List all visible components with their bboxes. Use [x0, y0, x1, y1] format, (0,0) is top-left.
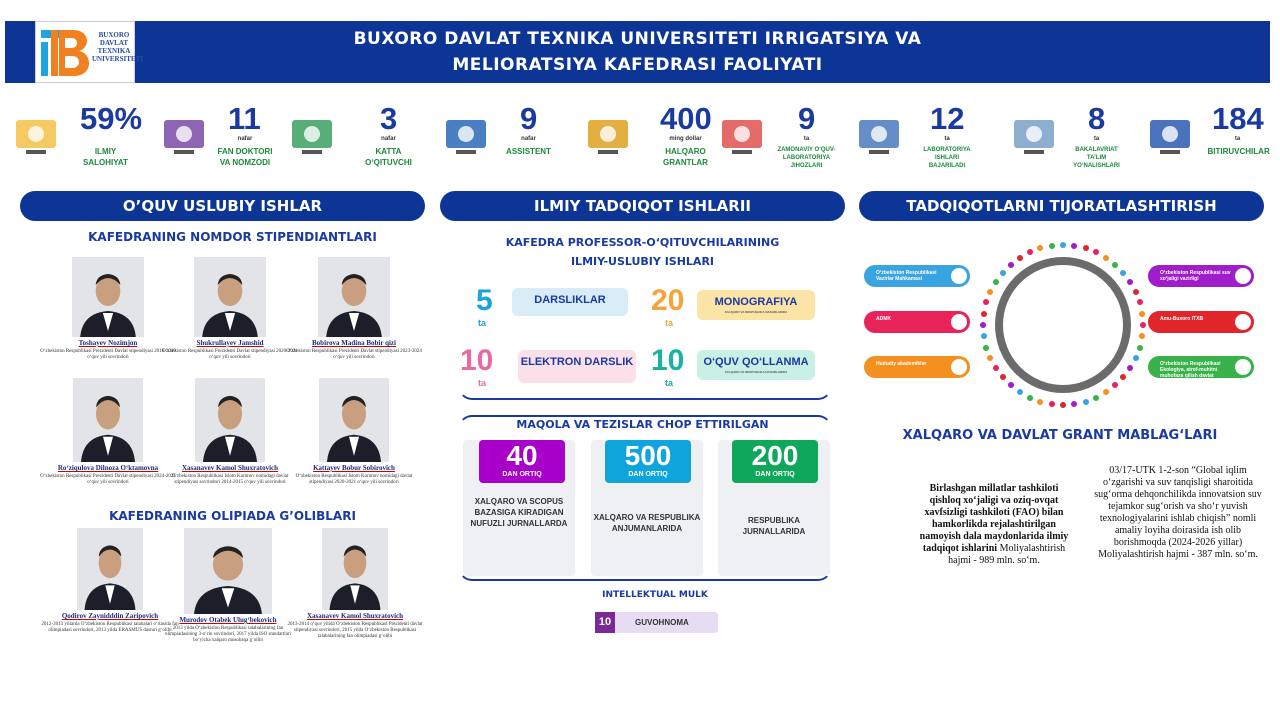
- partner-tag: [864, 356, 970, 378]
- ring-dot: [1133, 355, 1139, 361]
- ring-dot: [987, 289, 993, 295]
- stat-number: 8: [1088, 101, 1106, 136]
- article-count: 500: [624, 440, 672, 471]
- article-card: [463, 440, 575, 576]
- partner-logo-icon: [1235, 314, 1251, 330]
- student-photo: [72, 257, 144, 337]
- stat-label: ZAMONAVIY O‘QUV-LABORATORIYA JIHOZLARI: [777, 147, 836, 169]
- partner-tag-text: ADMK: [876, 316, 891, 322]
- ring-dot: [1049, 243, 1055, 249]
- ring-dot: [980, 322, 986, 328]
- partner-logo-icon: [1235, 268, 1251, 284]
- article-count-sub: DAN ORTIQ: [502, 471, 542, 478]
- article-card-header: [605, 440, 691, 483]
- assistant-team-icon: [442, 110, 490, 158]
- student-name: Xasanavev Kamol Shuxratovich: [181, 464, 279, 472]
- student-photo: [318, 257, 390, 337]
- partner-tag: [864, 311, 970, 333]
- stat-number: 11: [228, 101, 261, 136]
- work-elektron-box: [518, 350, 636, 383]
- partner-logo-icon: [951, 359, 967, 375]
- ring-dot: [1017, 389, 1023, 395]
- work-elektron-unit: ta: [478, 378, 487, 388]
- ring-dot: [983, 299, 989, 305]
- partner-logo-icon: [951, 314, 967, 330]
- student-name: Bobirova Madina Bobir qizi: [312, 339, 396, 347]
- ring-dot: [1071, 243, 1077, 249]
- student-description: 2013 yilda O‘zbekiston Respublikasi talabalarining fan olimpiadasining 3-o‘rin sovrindori, 2017 yilda ISO standartlari bo‘yicha xalqaro musobaqa g‘olibi: [165, 626, 291, 643]
- stat-unit: nafar: [237, 136, 253, 142]
- student-name: Qodirov Zaynidddin Zaripovich: [61, 612, 159, 620]
- section-left-title: O’QUV USLUBIY ISHLAR: [20, 191, 425, 221]
- ring-dot: [1112, 262, 1118, 268]
- article-card-text: XALQARO VA RESPUBLIKA ANJUMANLARIDA: [593, 513, 701, 533]
- grant-fao-amount: Moliyalashtirish hajmi - 989 mln. so‘m.: [948, 543, 1066, 566]
- work-darslik-unit: ta: [478, 318, 487, 328]
- partner-logo-icon: [1235, 359, 1251, 375]
- work-darslik-num: 5: [476, 284, 493, 317]
- works-title-1: KAFEDRA PROFESSOR-O‘QITUVCHILARINING: [505, 236, 780, 249]
- ring-dot: [1137, 345, 1143, 351]
- stat-label: ILMIY SALOHIYAT: [83, 147, 128, 167]
- article-count-sub: DAN ORTIQ: [755, 471, 795, 478]
- work-qollanma-sub: XALQARO VA RESPUBLIKA NASHRLARIDA: [724, 370, 788, 374]
- student-name: Xasanavev Kamol Shuxratovich: [306, 612, 404, 620]
- student-name: Murodov Otabek Ulug‘bekovich: [179, 616, 277, 624]
- work-monografiya-label: MONOGRAFIYA: [714, 296, 798, 308]
- ring-dot: [1071, 401, 1077, 407]
- student-description: 2012-2013 yillarda O‘zbekiston Respublikasi talabalari o‘rtasida fan olimpiadasi sovrindori, 2013 yilda ERASMUS dasturi g‘olibi: [41, 622, 179, 633]
- partner-tag-text: O‘zbekiston Respublikasi Vazirlar Mahkamasi: [876, 270, 937, 282]
- ring-dot: [1000, 374, 1006, 380]
- work-darslik-label: DARSLIKLAR: [534, 294, 606, 306]
- student-photo: [194, 257, 266, 337]
- ring-dot: [1083, 399, 1089, 405]
- stat-number: 9: [798, 101, 816, 136]
- student-photo: [77, 528, 143, 610]
- student-photo: [195, 378, 265, 462]
- stat-label: LABORATORIYA ISHLARI BAJARILADI: [923, 147, 971, 169]
- ring-dot: [993, 365, 999, 371]
- stat-unit: ta: [803, 136, 810, 142]
- logo-text: BUXORO DAVLAT TEXNIKA UNIVERSITETI: [92, 31, 143, 63]
- article-card-header: [732, 440, 818, 483]
- ring-dot: [1133, 289, 1139, 295]
- partner-tag-text: Amu-Buxoro ITXB: [1160, 316, 1204, 322]
- article-count-sub: DAN ORTIQ: [628, 471, 668, 478]
- ring-dot: [1139, 311, 1145, 317]
- ring-dot: [1060, 402, 1066, 408]
- title-line-1: BUXORO DAVLAT TEXNIKA UNIVERSITETI IRRIGATSIYA VA: [353, 29, 922, 49]
- work-qollanma-box: [697, 350, 815, 380]
- ring-dot: [1127, 279, 1133, 285]
- work-monografiya-num: 20: [651, 284, 685, 317]
- student-photo: [319, 378, 389, 462]
- ring-dot: [983, 345, 989, 351]
- work-monografiya-unit: ta: [665, 318, 674, 328]
- stat-label: KATTA O‘QITUVCHI: [365, 147, 412, 167]
- stat-number: 3: [380, 101, 398, 136]
- stat-number: 9: [520, 101, 538, 136]
- partner-tag-text: Hududiy akademiklar: [876, 361, 927, 367]
- title-line-2: MELIORATSIYA KAFEDRASI FAOLIYATI: [452, 55, 823, 75]
- teacher-doctor-icon: [160, 110, 208, 158]
- ring-dot: [1008, 382, 1014, 388]
- ring-dot: [987, 355, 993, 361]
- article-count: 40: [506, 440, 538, 471]
- grant-fao-text: [914, 483, 1074, 567]
- student-description: 2013-2014 o‘quv yilida O‘zbekiston Respublikasi Prezidenti davlat stipendiyasi sovrindori, 2015 yilda O‘zbekiston Respublikasi talabalarining fan olimpiadasi g‘olibi: [287, 622, 423, 639]
- work-darslik-box: [512, 288, 628, 316]
- grant-title: XALQARO VA DAVLAT GRANT MABLAG‘LARI: [902, 428, 1218, 443]
- work-qollanma-num: 10: [651, 344, 685, 377]
- work-elektron-num: 10: [460, 344, 494, 377]
- student-photo: [322, 528, 388, 610]
- stipend-title: KAFEDRANING NOMDOR STIPENDIANTLARI: [88, 230, 377, 244]
- student-name: Toshayev Nozimjon: [78, 339, 138, 347]
- ring-dot: [1112, 382, 1118, 388]
- ring-dot: [1103, 389, 1109, 395]
- certificate-icon: [12, 110, 60, 158]
- student-description: O‘zbekiston Respublikasi Prezidenti Davlat stipendiyasi 2023-2024 o‘quv yili sovrindori: [286, 349, 422, 360]
- stat-number: 59%: [80, 101, 143, 136]
- ring-dot: [1027, 249, 1033, 255]
- ring-dot: [1060, 242, 1066, 248]
- articles-title: MAQOLA VA TEZISLAR CHOP ETTIRILGAN: [516, 418, 769, 431]
- stat-number: 184: [1212, 101, 1264, 136]
- stat-unit: nafar: [521, 136, 536, 142]
- student-photo: [73, 378, 143, 462]
- microscope-icon: [855, 110, 903, 158]
- partner-tag: [1148, 356, 1254, 385]
- work-monografiya-sub: XALQARO VA RESPUBLIKA NASHRLARIDA: [724, 310, 788, 314]
- student-description: O‘zbekiston Respublikasi Prezidenti Davlat stipendiyasi 2020-2021 o‘quv yili sovrindori: [162, 349, 298, 360]
- ring-dot: [1127, 365, 1133, 371]
- ip-num: 10: [595, 612, 615, 633]
- partner-tag-text: O‘zbekiston Respublikasi Ekologiya, atrof-muhitni muhofaza qilish davlat qo‘mitasi: [1160, 361, 1221, 385]
- grant-fao-bold: Birlashgan millatlar tashkiloti qishloq xo‘jaligi va oziq-ovqat xavfsizligi tashkiloti (FAO) bilan hamkorlikda rejalashtirilgan namoyish dala maydonlarida ilmiy tadqiqot ishlarini: [919, 483, 1069, 554]
- stat-label: HALQARO GRANTLAR: [663, 147, 708, 167]
- student-photo: [184, 528, 272, 614]
- stat-number: 400: [660, 101, 712, 136]
- student-name: Shukrullayev Jamshid: [196, 339, 264, 347]
- student-name: Ro‘ziqulova Dilnoza O‘ktamovna: [57, 464, 159, 472]
- stat-unit: ming dollar: [669, 136, 702, 142]
- ring-dot: [981, 333, 987, 339]
- header-banner: [5, 21, 1270, 83]
- olympiad-title: KAFEDRANING OLIPIADA G’OLIBLARI: [109, 509, 356, 523]
- student-description: O‘zbekiston Respublikasi Prezidenti Davlat stipendiyasi 2024-2025 o‘quv yili sovrindori: [40, 474, 176, 485]
- section-middle-title: ILMIY TADQIQOT ISHLARII: [440, 191, 845, 221]
- stat-label: BAKALAVRIAT TA’LIM YO‘NALISHLARI: [1073, 147, 1120, 169]
- ring-dot: [1093, 395, 1099, 401]
- student-description: O‘zbekiston Respublikasi Islom Karimov nomidagi davlat stipendiyasi sovrindori 2014-2015 o‘quv yili sovrindori: [171, 474, 289, 485]
- stat-unit: ta: [944, 136, 950, 142]
- section-right-title: TADQIQOTLARNI TIJORATLASHTIRISH: [859, 191, 1264, 221]
- article-card: [718, 440, 830, 576]
- article-card-text: RESPUBLIKA JURNALLARIDA: [742, 516, 806, 536]
- ring-dot: [1037, 245, 1043, 251]
- ring-dot: [1008, 262, 1014, 268]
- lab-equipment-icon: [718, 110, 766, 158]
- ring-dot: [1137, 299, 1143, 305]
- logo-mark-icon: [39, 28, 91, 78]
- ring-center: [995, 257, 1131, 393]
- stat-label: BITIRUVCHILAR: [1207, 147, 1270, 156]
- ring-dot: [1017, 255, 1023, 261]
- stat-label: ASSISTENT: [506, 147, 551, 156]
- article-card: [591, 440, 703, 576]
- student-description: O‘zbekiston Respublikasi Islom Karimov nomidagi davlat stipendiyasi 2020-2021 o‘quv yili sovrindori: [295, 474, 413, 485]
- ring-dot: [1120, 374, 1126, 380]
- presentation-icon: [288, 110, 336, 158]
- ring-dot: [1049, 401, 1055, 407]
- article-count: 200: [751, 440, 799, 471]
- ring-dot: [1139, 333, 1145, 339]
- partner-tag: [1148, 311, 1254, 333]
- stat-unit: nafar: [381, 136, 396, 142]
- student-description: O‘zbekiston Respublikasi Prezidenti Davlat stipendiyasi 2016-2019 o‘quv yili sovrindori: [40, 349, 176, 360]
- ring-dot: [1037, 399, 1043, 405]
- graduate-cap-icon: [1146, 110, 1194, 158]
- ring-dot: [1000, 270, 1006, 276]
- stat-unit: ta: [1234, 136, 1241, 142]
- ring-dot: [1093, 249, 1099, 255]
- partner-tag: [864, 265, 970, 287]
- article-card-header: [479, 440, 565, 483]
- works-title-2: ILMIY-USLUBIY ISHLARI: [570, 255, 715, 268]
- student-name: Kattayev Bobur Sobirovich: [313, 464, 395, 472]
- work-monografiya-box: [697, 290, 815, 320]
- partner-tag-text: O‘zbekiston Respublikasi suv xo‘jaligi vazirligi: [1160, 270, 1231, 282]
- partner-logo-icon: [951, 268, 967, 284]
- grant-utk-text: 03/17-UTK 1-2-son “Global iqlim o‘zgarishi va suv tanqisligi sharoitida sug‘orma dehqonchilikda innovatsion suv tejamkor sug‘orish va sho‘r yuvish texnologiyalarini ishlab chiqish” nomli amaliy loyiha doirasida ish olib borishmoqda (2024-2026 yillar) Moliyalashtirish hajmi - 387 mln. so‘m.: [1094, 465, 1262, 560]
- ring-dot: [1120, 270, 1126, 276]
- stat-number: 12: [930, 101, 965, 136]
- ring-dot: [1027, 395, 1033, 401]
- ring-dot: [993, 279, 999, 285]
- ring-dot: [1140, 322, 1146, 328]
- lab-flask-money-icon: [584, 110, 632, 158]
- university-logo: [35, 21, 143, 83]
- ip-badge: [595, 612, 718, 633]
- work-qollanma-unit: ta: [665, 378, 674, 388]
- partner-tag: [1148, 265, 1254, 287]
- ring-dot: [981, 311, 987, 317]
- ring-dot: [1103, 255, 1109, 261]
- stat-label: FAN DOKTORI VA NOMZODI: [217, 147, 273, 167]
- work-qollanma-label: O‘QUV QO‘LLANMA: [703, 356, 809, 368]
- ip-title: INTELLEKTUAL MULK: [602, 590, 708, 600]
- article-card-text: XALQARO VA SCOPUS BAZASIGA KIRADIGAN NUFUZLI JURNALLARDA: [470, 497, 568, 528]
- ip-label: GUVOHNOMA: [635, 618, 689, 627]
- online-class-icon: [1010, 110, 1058, 158]
- work-elektron-label: ELEKTRON DARSLIK: [520, 356, 634, 368]
- ring-dot: [1083, 245, 1089, 251]
- stat-unit: ta: [1093, 136, 1100, 142]
